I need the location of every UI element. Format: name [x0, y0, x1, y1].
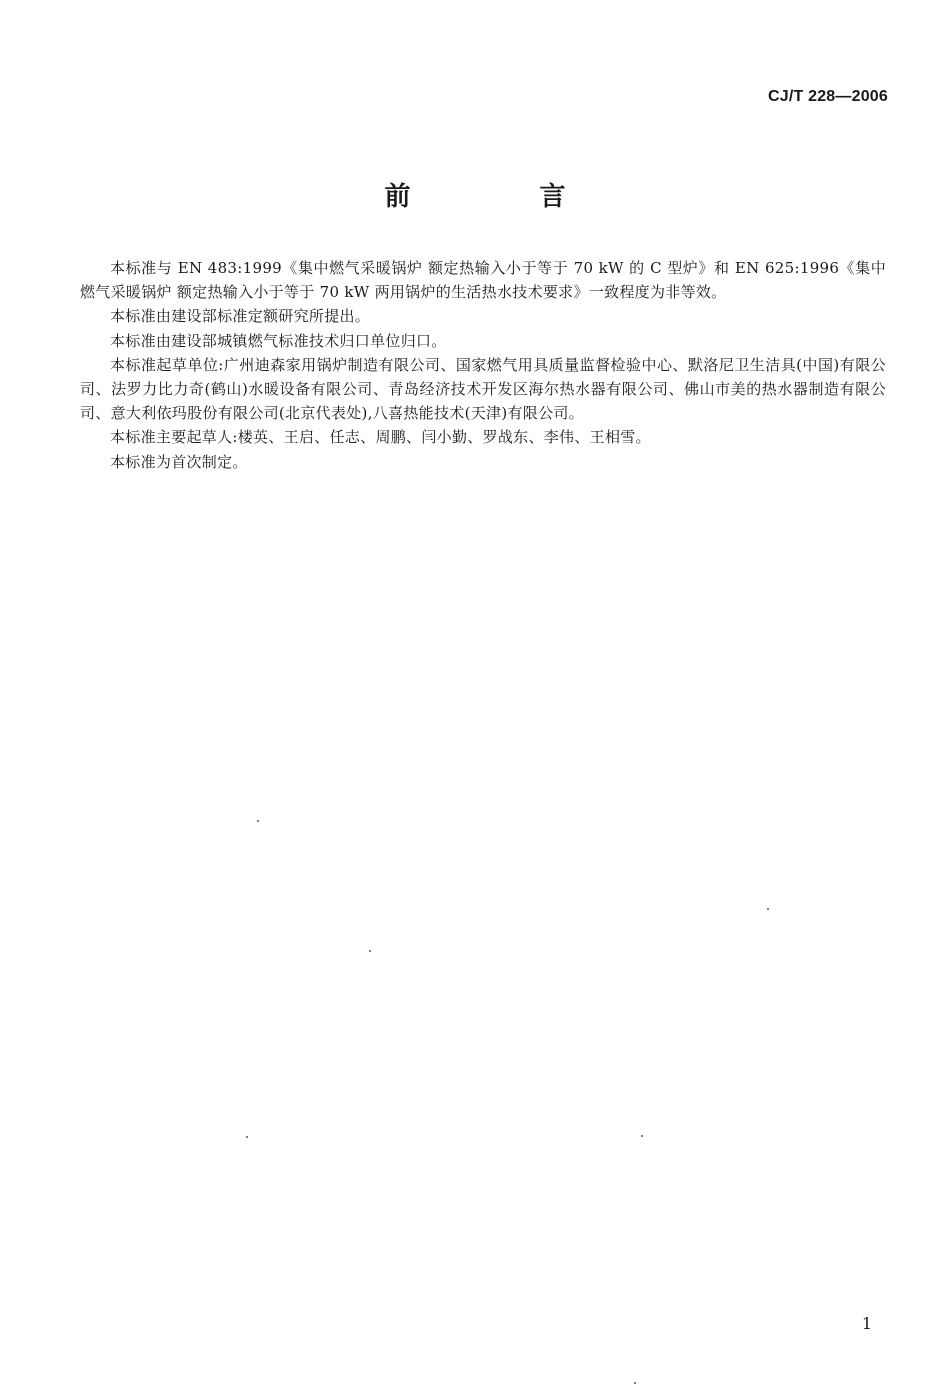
scan-speck — [369, 950, 371, 952]
paragraph-equivalence: 本标准与 EN 483:1999《集中燃气采暖锅炉 额定热输入小于等于 70 kW 的 C 型炉》和 EN 625:1996《集中燃气采暖锅炉 额定热输入小于等于 70 kW 两用锅炉的生活热水技术要求》一致程度为非等效。 — [80, 259, 886, 302]
paragraph-centralized-by: 本标准由建设部城镇燃气标准技术归口单位归口。 — [110, 331, 447, 350]
paragraph-drafters: 本标准主要起草人:楼英、王启、任志、周鹏、闫小勤、罗战东、李伟、王相雪。 — [110, 428, 651, 447]
scan-speck — [767, 908, 769, 910]
standard-code: CJ/T 228—2006 — [767, 88, 888, 105]
paragraph-first-edition: 本标准为首次制定。 — [110, 452, 248, 471]
scan-speck — [634, 1382, 636, 1384]
paragraph-drafting-units: 本标准起草单位:广州迪森家用锅炉制造有限公司、国家燃气用具质量监督检验中心、默洛尼卫生洁具(中国)有限公司、法罗力比力奇(鹤山)水暖设备有限公司、青岛经济技术开发区海尔热水器有限公司、佛山市美的热水器制造有限公司、意大利依玛股份有限公司(北京代表处),八喜热能技术(天津)有限公司。 — [80, 355, 886, 423]
scan-speck — [641, 1135, 643, 1137]
paragraph-proposed-by: 本标准由建设部标准定额研究所提出。 — [110, 307, 371, 326]
foreword-body — [80, 256, 886, 474]
scan-speck — [246, 1136, 248, 1138]
page-number: 1 — [861, 1314, 872, 1333]
page-title: 前 言 — [384, 182, 626, 212]
scan-speck — [257, 820, 259, 822]
